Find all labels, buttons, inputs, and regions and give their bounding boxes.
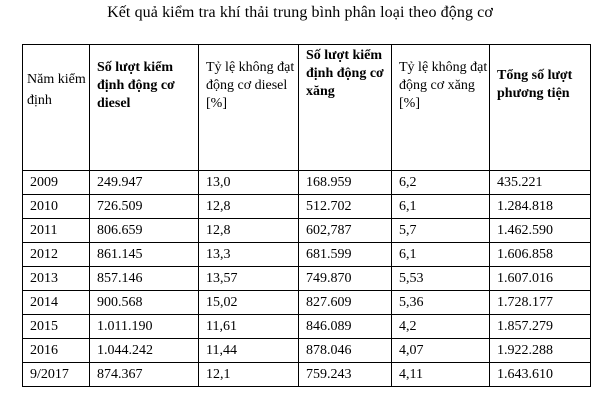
cell-diesel-count: 1.044.242 (90, 339, 199, 363)
cell-diesel-count: 806.659 (90, 219, 199, 243)
cell-total-vehicles: 1.607.016 (490, 267, 591, 291)
cell-year: 2015 (23, 315, 90, 339)
cell-total-vehicles: 1.857.279 (490, 315, 591, 339)
emission-table (22, 44, 591, 387)
table-title: Kết quả kiểm tra khí thải trung bình phân loại theo động cơ (107, 4, 493, 21)
cell-diesel-fail-rate: 12,1 (199, 363, 299, 387)
cell-petrol-count: 878.046 (299, 339, 392, 363)
cell-petrol-fail-rate: 4,2 (392, 315, 490, 339)
cell-total-vehicles: 1.284.818 (490, 195, 591, 219)
table-row (23, 195, 591, 219)
cell-petrol-fail-rate: 6,1 (392, 195, 490, 219)
table-row (23, 171, 591, 195)
cell-diesel-fail-rate: 13,0 (199, 171, 299, 195)
header-diesel-fail-rate: Tỷ lệ không đạt động cơ diesel [%] (199, 45, 299, 171)
cell-year: 2012 (23, 243, 90, 267)
cell-year: 2011 (23, 219, 90, 243)
cell-diesel-fail-rate: 13,3 (199, 243, 299, 267)
table-row (23, 243, 591, 267)
header-row (23, 45, 591, 171)
header-petrol-fail-rate: Tỷ lệ không đạt động cơ xăng [%] (392, 45, 490, 171)
cell-year: 2016 (23, 339, 90, 363)
cell-diesel-count: 249.947 (90, 171, 199, 195)
table-row (23, 339, 591, 363)
cell-diesel-count: 861.145 (90, 243, 199, 267)
table-row (23, 315, 591, 339)
cell-petrol-count: 846.089 (299, 315, 392, 339)
header-petrol-count: Số lượt kiểm định động cơ xăng (299, 45, 392, 171)
table-row (23, 363, 591, 387)
cell-petrol-fail-rate: 5,7 (392, 219, 490, 243)
cell-diesel-fail-rate: 11,61 (199, 315, 299, 339)
cell-diesel-fail-rate: 12,8 (199, 195, 299, 219)
cell-total-vehicles: 1.462.590 (490, 219, 591, 243)
cell-diesel-fail-rate: 13,57 (199, 267, 299, 291)
cell-petrol-count: 512.702 (299, 195, 392, 219)
cell-petrol-fail-rate: 6,2 (392, 171, 490, 195)
cell-diesel-count: 1.011.190 (90, 315, 199, 339)
header-diesel-count: Số lượt kiểm định động cơ diesel (90, 45, 199, 171)
cell-petrol-count: 759.243 (299, 363, 392, 387)
cell-year: 2013 (23, 267, 90, 291)
cell-year: 2009 (23, 171, 90, 195)
table-row (23, 219, 591, 243)
cell-petrol-count: 827.609 (299, 291, 392, 315)
cell-petrol-count: 168.959 (299, 171, 392, 195)
cell-year: 9/2017 (23, 363, 90, 387)
cell-diesel-fail-rate: 11,44 (199, 339, 299, 363)
cell-total-vehicles: 1.922.288 (490, 339, 591, 363)
cell-total-vehicles: 1.728.177 (490, 291, 591, 315)
cell-petrol-count: 681.599 (299, 243, 392, 267)
cell-diesel-fail-rate: 15,02 (199, 291, 299, 315)
cell-year: 2010 (23, 195, 90, 219)
cell-petrol-fail-rate: 5,53 (392, 267, 490, 291)
cell-petrol-fail-rate: 4,07 (392, 339, 490, 363)
cell-total-vehicles: 435.221 (490, 171, 591, 195)
cell-diesel-count: 874.367 (90, 363, 199, 387)
cell-petrol-count: 749.870 (299, 267, 392, 291)
cell-diesel-count: 900.568 (90, 291, 199, 315)
cell-petrol-count: 602,787 (299, 219, 392, 243)
table-row (23, 291, 591, 315)
table-body (23, 171, 591, 387)
cell-total-vehicles: 1.606.858 (490, 243, 591, 267)
header-year: Năm kiểm định (23, 45, 90, 171)
cell-petrol-fail-rate: 5,36 (392, 291, 490, 315)
cell-petrol-fail-rate: 6,1 (392, 243, 490, 267)
cell-diesel-fail-rate: 12,8 (199, 219, 299, 243)
cell-total-vehicles: 1.643.610 (490, 363, 591, 387)
cell-petrol-fail-rate: 4,11 (392, 363, 490, 387)
cell-diesel-count: 857.146 (90, 267, 199, 291)
cell-diesel-count: 726.509 (90, 195, 199, 219)
header-total-vehicles: Tổng số lượt phương tiện (490, 45, 591, 171)
cell-year: 2014 (23, 291, 90, 315)
table-row (23, 267, 591, 291)
